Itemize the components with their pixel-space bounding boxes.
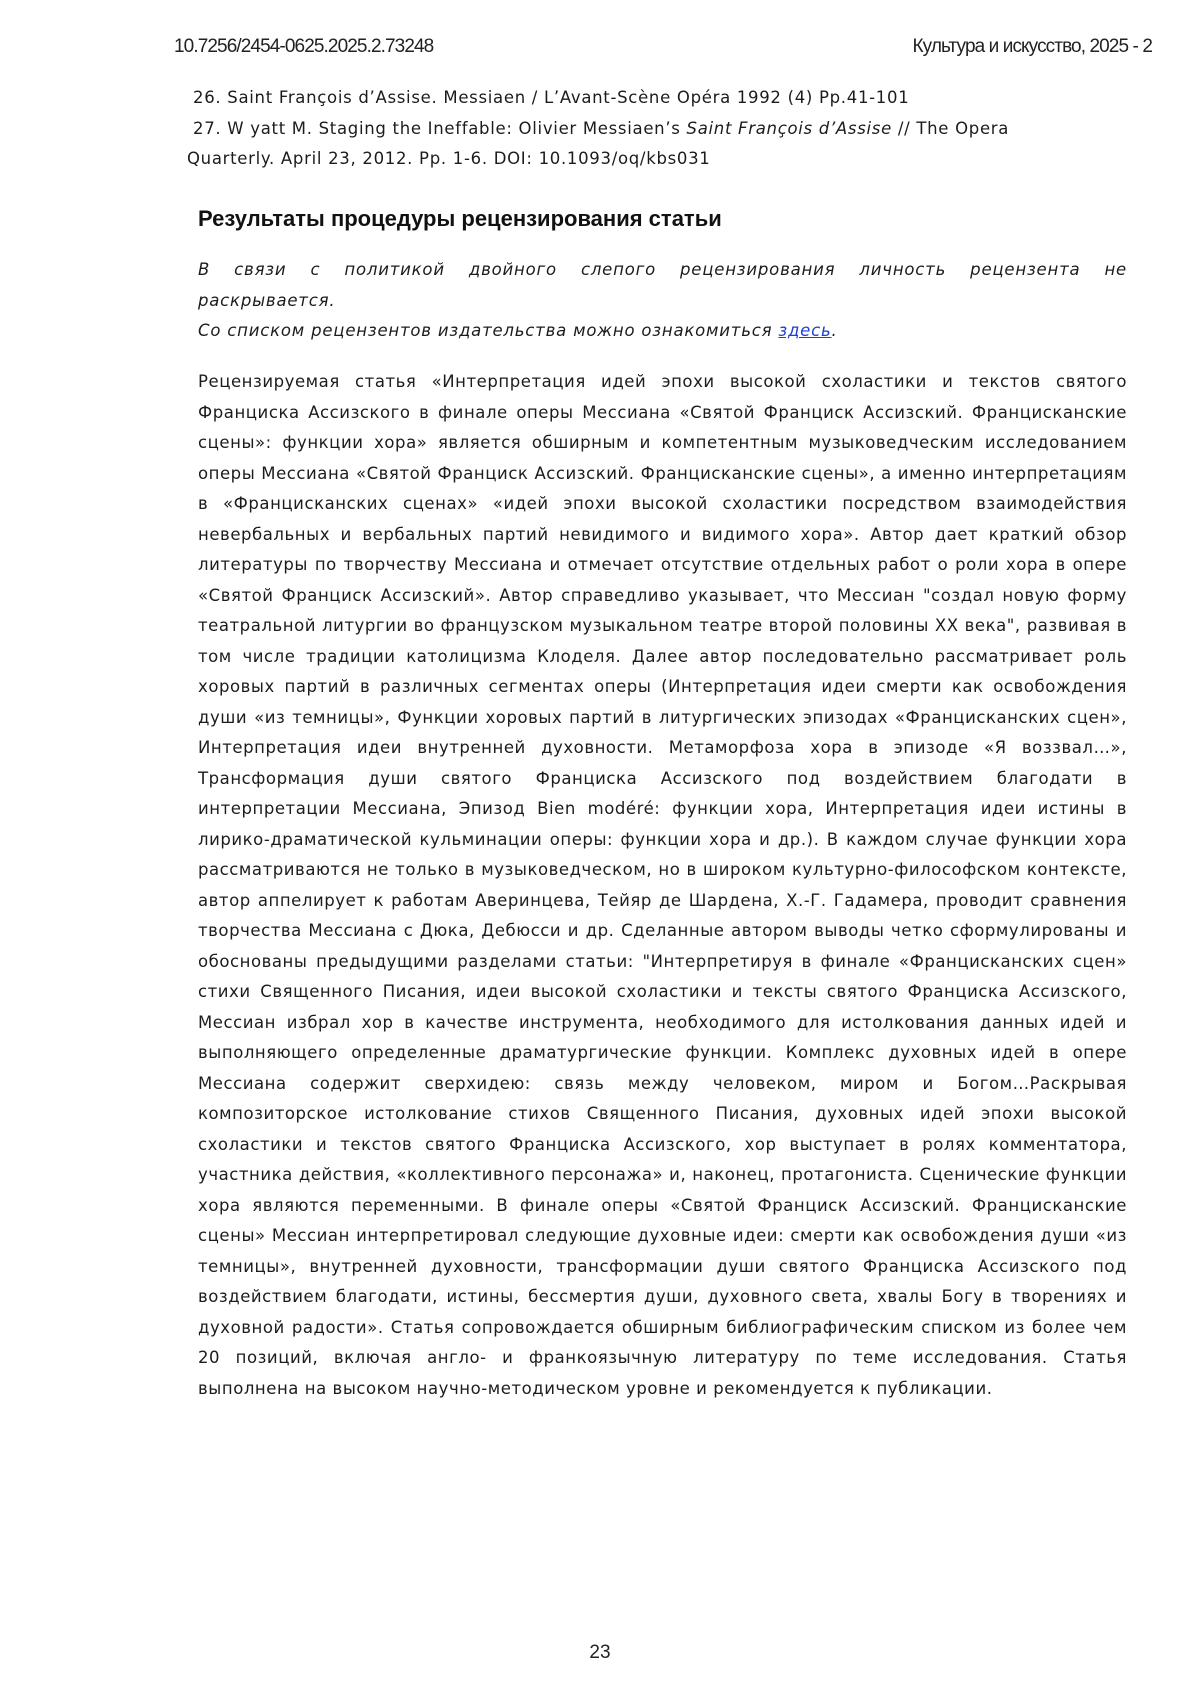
- reference-27-source: // The Opera: [891, 118, 1010, 138]
- reference-item-27: [193, 114, 1127, 145]
- reviewers-list-link[interactable]: здесь: [778, 321, 832, 340]
- section-title: Результаты процедуры рецензирования статьи: [198, 206, 722, 231]
- reference-item-27-continued: Quarterly. April 23, 2012. Pp. 1-6. DOI: 10.1093/oq/kbs031: [187, 149, 711, 168]
- review-body-text: Рецензируемая статья «Интерпретация идей эпохи высокой схоластики и текстов святого Франциска Ассизского в финале оперы Мессиана «Святой Франциск Ассизский. Францисканские сцены»: функции хора» является обширным и компетентным музыковедческим исследованием оперы Мессиана «Святой Франциск Ассизский. Францисканские сцены», а именно интерпретациям в «Францисканских сценах» «идей эпохи высокой схоластики посредством взаимодействия невербальных и вербальных партий невидимого и видимого хора». Автор дает краткий обзор литературы по творчеству Мессиана и отмечает отсутствие отдельных работ о роли хора в опере «Святой Франциск Ассизский». Автор справедливо указывает, что Мессиан "создал новую форму театральной литургии во французском музыкальном театре второй половины XX века", развивая в том числе традиции католицизма Клоделя. Далее автор последовательно рассматривает роль хоровых партий в различных сегментах оперы (Интерпретация идеи смерти как освобождения души «из темницы», Функции хоровых партий в литургических эпизодах «Францисканских сцен», Интерпретация идеи внутренней духовности. Метаморфоза хора в эпизоде «Я воззвал…», Трансформация души святого Франциска Ассизского под воздействием благодати в интерпретации Мессиана, Эпизод Bien modéré: функции хора, Интерпретация идеи истины в лирико-драматической кульминации оперы: функции хора и др.). В каждом случае функции хора рассматриваются не только в музыковедческом, но в широком культурно-философском контексте, автор аппелирует к работам Аверинцева, Тейяр де Шардена, Х.-Г. Гадамера, проводит сравнения творчества Мессиана с Дюка, Дебюсси и др. Сделанные автором выводы четко сформулированы и обоснованы предыдущими разделами статьи: "Интерпретируя в финале «Францисканских сцен» стихи Священного Писания, идеи высокой схоластики и тексты святого Франциска Ассизского, Мессиан избрал хор в качестве инструмента, необходимого для истолкования данных идей и выполняющего определенные драматургические функции. Комплекс духовных идей в опере Мессиана содержит сверхидею: связь между человеком, миром и Богом…Раскрывая композиторское истолкование стихов Священного Писания, духовных идей эпохи высокой схоластики и текстов святого Франциска Ассизского, хор выступает в ролях комментатора, участника действия, «коллективного персонажа» и, наконец, протагониста. Сценические функции хора являются переменными. В финале оперы «Святой Франциск Ассизский. Францисканские сцены» Мессиан интерпретировал следующие духовные идеи: смерти как освобождения души «из темницы», внутренней духовности, трансформации души святого Франциска Ассизского под воздействием благодати, истины, бессмертия души, духовного света, хвалы Богу в творениях и духовной радости». Статья сопровождается обширным библиографическим списком из более чем 20 позиций, включая англо- и франкоязычную литературу по теме исследования. Статья выполнена на высоком научно-методическом уровне и рекомендуется к публикации.: [198, 372, 1127, 1398]
- page-number: 23: [589, 1642, 611, 1663]
- doi-header: 10.7256/2454-0625.2025.2.73248: [174, 36, 434, 57]
- policy-note-line: В связи с политикой двойного слепого рецензирования личность рецензента не: [198, 260, 1127, 279]
- review-policy-note: [198, 255, 1127, 347]
- reference-27-title: Saint François d’Assise: [686, 118, 892, 138]
- reference-item-26: 26. Saint François d’Assise. Messiaen / L’Avant-Scène Opéra 1992 (4) Pp.41-101: [193, 88, 910, 107]
- reference-list: [187, 83, 1127, 175]
- reviewers-list-line: [198, 316, 1127, 347]
- reviewers-list-text: Со списком рецензентов издательства можно ознакомиться: [198, 321, 779, 340]
- policy-note-line: раскрывается.: [198, 290, 336, 310]
- reviewers-list-punct: .: [831, 321, 838, 340]
- reference-27-text: 27. W yatt M. Staging the Ineffable: Olivier Messiaen’s: [193, 118, 687, 138]
- journal-header: Культура и искусство, 2025 - 2: [912, 36, 1152, 57]
